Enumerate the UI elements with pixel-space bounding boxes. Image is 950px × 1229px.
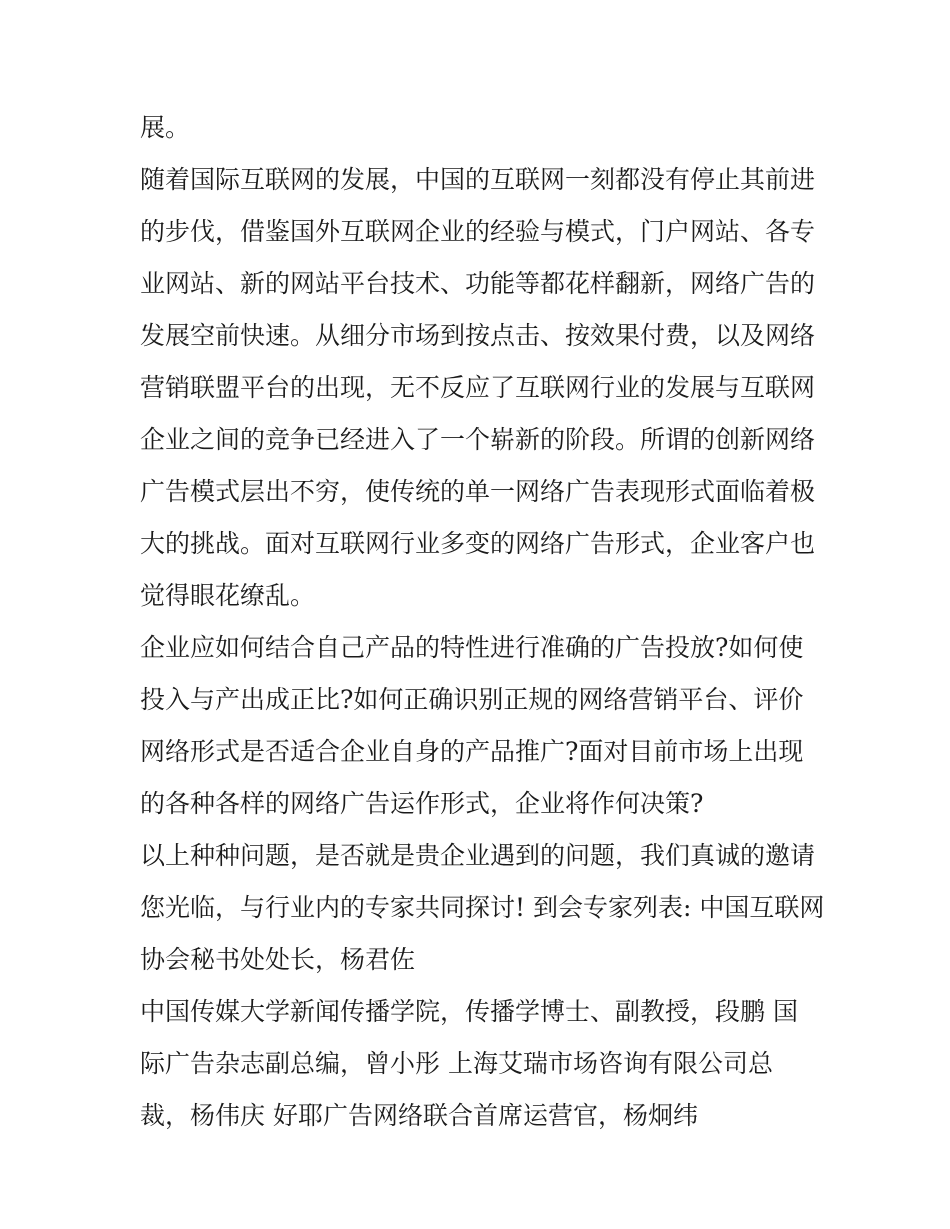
text-line: 发展空前快速。从细分市场到按点击、按效果付费，以及网络	[140, 321, 816, 350]
text-line: 您光临，与行业内的专家共同探讨! 到会专家列表: 中国互联网	[140, 893, 825, 922]
text-line: 协会秘书处处长，杨君佐	[140, 945, 416, 974]
text-line: 际广告杂志副总编，曾小彤 上海艾瑞市场咨询有限公司总	[140, 1049, 773, 1078]
text-line: 觉得眼花缭乱。	[140, 581, 316, 610]
text-line: 网络形式是否适合企业自身的产品推广?面对目前市场上出现	[140, 737, 804, 766]
text-line: 营销联盟平台的出现，无不反应了互联网行业的发展与互联网	[140, 373, 816, 402]
text-line: 广告模式层出不穷，使传统的单一网络广告表现形式面临着极	[140, 477, 816, 506]
text-line: 以上种种问题，是否就是贵企业遇到的问题，我们真诚的邀请	[140, 841, 816, 870]
text-line: 随着国际互联网的发展，中国的互联网一刻都没有停止其前进	[140, 165, 816, 194]
text-line: 业网站、新的网站平台技术、功能等都花样翻新，网络广告的	[140, 269, 816, 298]
text-line: 展。	[140, 113, 191, 142]
text-line: 的各种各样的网络广告运作形式，企业将作何决策?	[140, 789, 704, 818]
text-line: 的步伐，借鉴国外互联网企业的经验与模式，门户网站、各专	[140, 217, 816, 246]
text-line: 投入与产出成正比?如何正确识别正规的网络营销平台、评价	[140, 685, 804, 714]
text-line: 大的挑战。面对互联网行业多变的网络广告形式，企业客户也	[140, 529, 816, 558]
text-line: 企业应如何结合自己产品的特性进行准确的广告投放?如何使	[140, 633, 804, 662]
text-line: 企业之间的竞争已经进入了一个崭新的阶段。所谓的创新网络	[140, 425, 816, 454]
text-line: 中国传媒大学新闻传播学院，传播学博士、副教授，段鹏 国	[140, 997, 798, 1026]
text-line: 裁，杨伟庆 好耶广告网络联合首席运营官，杨炯纬	[140, 1101, 698, 1130]
